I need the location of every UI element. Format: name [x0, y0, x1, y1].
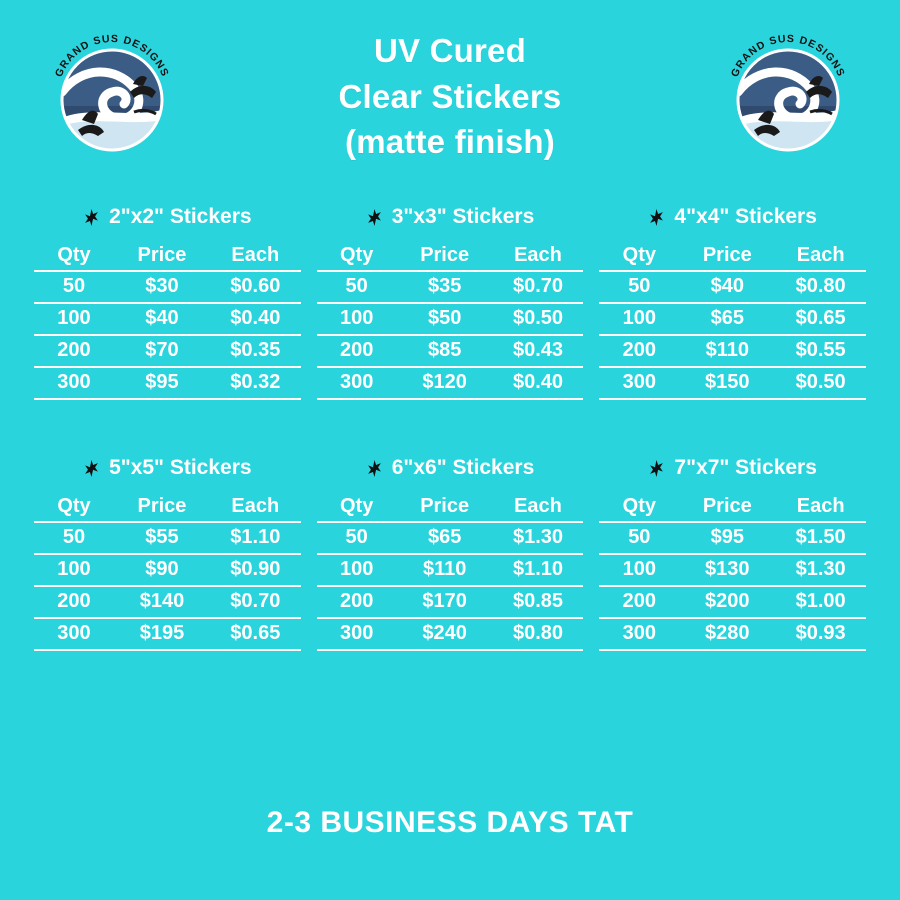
cell-each: $0.93	[775, 618, 866, 650]
header-each: Each	[210, 492, 301, 522]
table-header-row	[34, 492, 301, 522]
title-line-1: UV Cured	[374, 32, 526, 69]
cell-qty: 300	[317, 618, 397, 650]
table-row	[317, 522, 584, 554]
card-title	[317, 205, 584, 229]
cell-price: $65	[679, 303, 775, 335]
table-header-row	[317, 492, 584, 522]
header-qty: Qty	[317, 241, 397, 271]
cell-each: $0.35	[210, 335, 301, 367]
header-each: Each	[775, 492, 866, 522]
table-row	[34, 618, 301, 650]
cell-price: $140	[114, 586, 210, 618]
svg-text:GRAND SUS DESIGNS: GRAND SUS DESIGNS	[52, 32, 172, 79]
cell-each: $0.50	[775, 367, 866, 399]
header-each: Each	[493, 241, 584, 271]
cell-qty: 300	[599, 618, 679, 650]
price-table	[599, 492, 866, 651]
table-row	[34, 303, 301, 335]
card-title	[34, 456, 301, 480]
cell-each: $0.65	[210, 618, 301, 650]
card-title-label: 3"x3" Stickers	[391, 205, 535, 228]
cell-qty: 50	[34, 271, 114, 303]
table-row	[34, 554, 301, 586]
brand-logo-right	[714, 22, 862, 170]
pricing-grid	[30, 205, 870, 651]
cell-qty: 200	[34, 586, 114, 618]
cell-price: $35	[397, 271, 493, 303]
cell-qty: 200	[317, 335, 397, 367]
cell-price: $90	[114, 554, 210, 586]
header-price: Price	[114, 241, 210, 271]
table-row	[599, 522, 866, 554]
table-row	[317, 554, 584, 586]
table-row	[599, 271, 866, 303]
cell-each: $0.65	[775, 303, 866, 335]
cell-price: $50	[397, 303, 493, 335]
cell-qty: 50	[317, 522, 397, 554]
table-row	[34, 522, 301, 554]
header-price: Price	[397, 241, 493, 271]
card-title-label: 2"x2" Stickers	[109, 205, 252, 228]
cell-price: $120	[397, 367, 493, 399]
cell-qty: 100	[599, 554, 679, 586]
header-each: Each	[493, 492, 584, 522]
cell-each: $1.10	[493, 554, 584, 586]
cell-qty: 50	[34, 522, 114, 554]
table-row	[34, 271, 301, 303]
card-title-label: 6"x6" Stickers	[391, 456, 535, 479]
cell-each: $0.80	[775, 271, 866, 303]
price-card-7x7	[595, 456, 870, 651]
cell-qty: 100	[599, 303, 679, 335]
cell-price: $280	[679, 618, 775, 650]
sparkle-icon	[366, 209, 383, 226]
sparkle-icon	[83, 460, 100, 477]
cell-price: $170	[397, 586, 493, 618]
cell-each: $0.40	[210, 303, 301, 335]
cell-price: $240	[397, 618, 493, 650]
table-row	[599, 554, 866, 586]
table-row	[317, 303, 584, 335]
price-table	[34, 241, 301, 400]
table-header-row	[317, 241, 584, 271]
cell-each: $0.70	[493, 271, 584, 303]
header-qty: Qty	[599, 492, 679, 522]
table-row	[317, 335, 584, 367]
price-card-4x4	[595, 205, 870, 400]
cell-qty: 300	[34, 618, 114, 650]
table-header-row	[599, 492, 866, 522]
cell-each: $0.32	[210, 367, 301, 399]
cell-each: $1.50	[775, 522, 866, 554]
price-table	[317, 492, 584, 651]
card-title	[34, 205, 301, 229]
sparkle-icon	[83, 209, 100, 226]
price-card-5x5	[30, 456, 305, 651]
price-table	[34, 492, 301, 651]
table-row	[599, 303, 866, 335]
card-title	[317, 456, 584, 480]
price-card-6x6	[313, 456, 588, 651]
cell-each: $0.90	[210, 554, 301, 586]
cell-each: $0.40	[493, 367, 584, 399]
card-title-label: 5"x5" Stickers	[109, 456, 252, 479]
table-row	[317, 618, 584, 650]
table-row	[34, 586, 301, 618]
price-table	[317, 241, 584, 400]
cell-qty: 300	[599, 367, 679, 399]
cell-qty: 200	[599, 586, 679, 618]
cell-qty: 200	[317, 586, 397, 618]
cell-qty: 200	[599, 335, 679, 367]
header-price: Price	[679, 492, 775, 522]
sparkle-icon	[648, 460, 665, 477]
title-line-3: (matte finish)	[345, 123, 555, 161]
title-line-2: Clear Stickers	[338, 77, 562, 115]
cell-price: $110	[397, 554, 493, 586]
header-price: Price	[114, 492, 210, 522]
cell-qty: 100	[317, 554, 397, 586]
price-card-2x2	[30, 205, 305, 400]
header-qty: Qty	[599, 241, 679, 271]
table-row	[317, 271, 584, 303]
cell-qty: 50	[599, 271, 679, 303]
cell-price: $65	[397, 522, 493, 554]
cell-each: $0.80	[493, 618, 584, 650]
cell-each: $0.55	[775, 335, 866, 367]
cell-qty: 50	[599, 522, 679, 554]
cell-each: $1.30	[493, 522, 584, 554]
cell-qty: 100	[34, 303, 114, 335]
sparkle-icon	[648, 209, 665, 226]
cell-price: $30	[114, 271, 210, 303]
cell-price: $95	[114, 367, 210, 399]
cell-each: $0.70	[210, 586, 301, 618]
cell-qty: 100	[317, 303, 397, 335]
header-price: Price	[679, 241, 775, 271]
cell-qty: 300	[317, 367, 397, 399]
cell-each: $0.50	[493, 303, 584, 335]
table-row	[599, 367, 866, 399]
svg-text:GRAND SUS DESIGNS: GRAND SUS DESIGNS	[728, 32, 848, 79]
header-each: Each	[210, 241, 301, 271]
table-row	[317, 367, 584, 399]
cell-each: $1.00	[775, 586, 866, 618]
card-title-label: 7"x7" Stickers	[674, 456, 817, 479]
cell-price: $130	[679, 554, 775, 586]
cell-price: $95	[679, 522, 775, 554]
cell-price: $40	[679, 271, 775, 303]
header-each: Each	[775, 241, 866, 271]
cell-price: $150	[679, 367, 775, 399]
cell-price: $200	[679, 586, 775, 618]
cell-each: $0.85	[493, 586, 584, 618]
cell-price: $70	[114, 335, 210, 367]
header-price: Price	[397, 492, 493, 522]
table-row	[599, 586, 866, 618]
price-card-3x3	[313, 205, 588, 400]
cell-each: $0.60	[210, 271, 301, 303]
sparkle-icon	[366, 460, 383, 477]
cell-price: $55	[114, 522, 210, 554]
header	[0, 0, 900, 190]
table-row	[599, 618, 866, 650]
cell-qty: 300	[34, 367, 114, 399]
header-qty: Qty	[317, 492, 397, 522]
cell-each: $0.43	[493, 335, 584, 367]
card-title	[599, 456, 866, 480]
cell-each: $1.30	[775, 554, 866, 586]
cell-price: $195	[114, 618, 210, 650]
card-title-label: 4"x4" Stickers	[674, 205, 817, 228]
cell-qty: 200	[34, 335, 114, 367]
cell-price: $40	[114, 303, 210, 335]
cell-qty: 100	[34, 554, 114, 586]
turnaround-time-note: 2-3 BUSINESS DAYS TAT	[266, 806, 634, 839]
card-title	[599, 205, 866, 229]
cell-qty: 50	[317, 271, 397, 303]
cell-each: $1.10	[210, 522, 301, 554]
table-header-row	[599, 241, 866, 271]
header-qty: Qty	[34, 241, 114, 271]
table-row	[34, 335, 301, 367]
table-row	[599, 335, 866, 367]
table-row	[317, 586, 584, 618]
table-header-row	[34, 241, 301, 271]
price-table	[599, 241, 866, 400]
header-qty: Qty	[34, 492, 114, 522]
cell-price: $85	[397, 335, 493, 367]
cell-price: $110	[679, 335, 775, 367]
table-row	[34, 367, 301, 399]
